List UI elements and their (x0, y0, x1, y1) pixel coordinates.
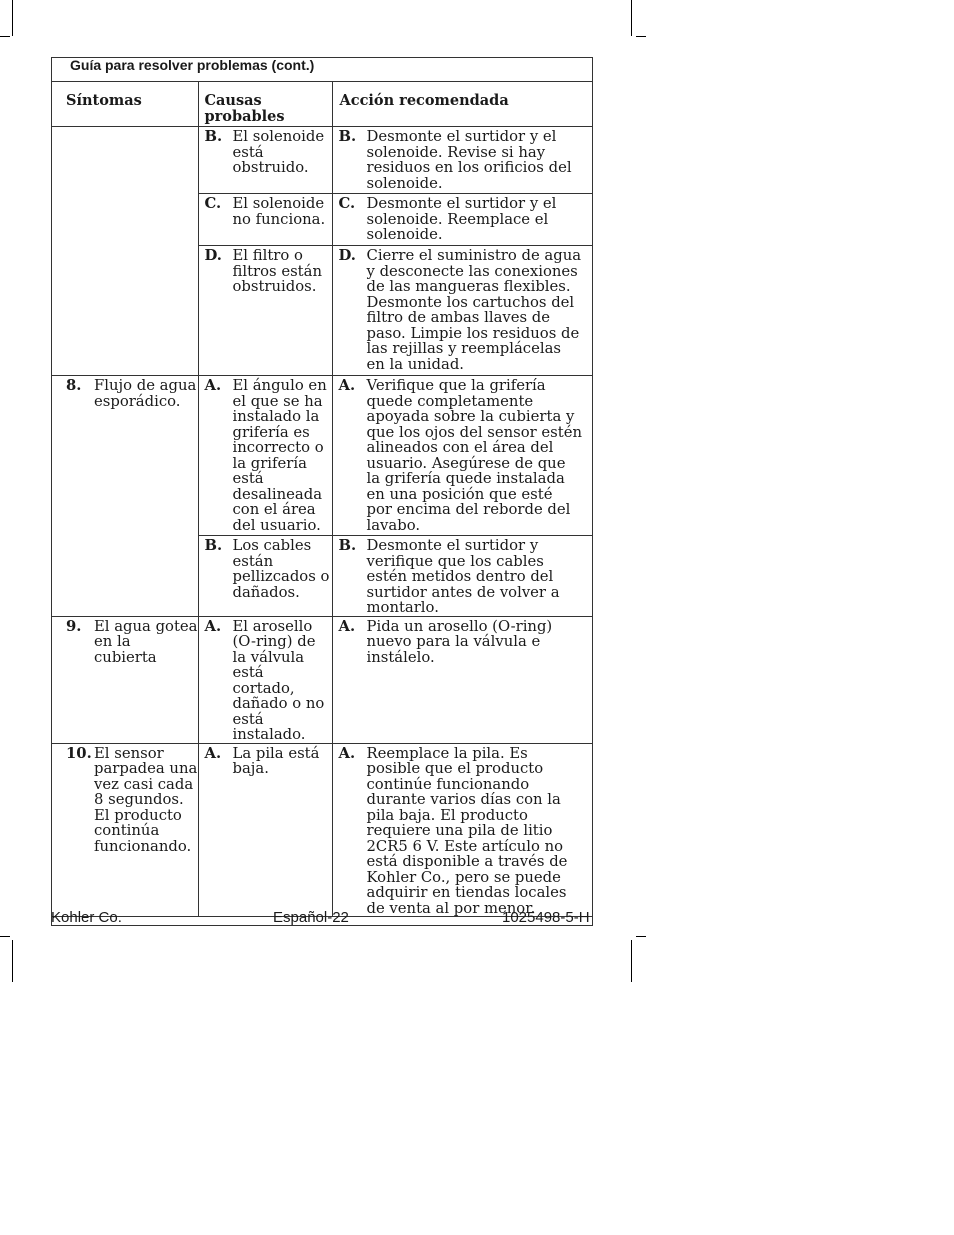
symptom-number: 8. (66, 377, 82, 394)
cause-cell (198, 194, 332, 246)
symptom-cell (52, 376, 198, 617)
table-row (52, 616, 592, 743)
symptom-cell (52, 127, 198, 376)
cause-label: C. (204, 195, 222, 212)
action-label: B. (338, 537, 357, 554)
action-text: Desmonte el surtidor y verifique que los cables estén metidos dentro del surtidor antes de volver a montarlo. (366, 537, 560, 616)
action-text: Verifique que la grifería quede completamente apoyada sobre la cubierta y que los ojos del sensor estén alineados con el área del usuario. Asegúrese de que la grifería quede instalada en una posición que esté por encima del reborde del lavabo. (366, 377, 583, 534)
action-cell (332, 376, 592, 536)
symptom-text: El sensor parpadea una vez casi cada 8 segundos. El producto continúa funcionando. (94, 744, 198, 855)
crop-mark (636, 936, 646, 937)
action-text: Desmonte el surtidor y el solenoide. Reemplace el solenoide. (366, 195, 557, 243)
footer-page-number: Español-22 (273, 909, 349, 926)
symptom-text: El agua gotea en la cubierta (94, 617, 198, 666)
cause-text: La pila está baja. (232, 744, 320, 777)
action-label: A. (338, 744, 356, 762)
troubleshooting-guide (51, 57, 593, 926)
action-label: C. (338, 195, 356, 212)
cause-text: Los cables están pellizcados o dañados. (232, 537, 330, 601)
header-causes: Causas probables (198, 82, 332, 127)
symptom-cell (52, 743, 198, 917)
table-row (52, 127, 592, 194)
cause-label: D. (204, 247, 222, 264)
cause-cell (198, 743, 332, 917)
table-header-row (52, 82, 592, 127)
action-text: Cierre el suministro de agua y desconecte las conexiones de las mangueras flexibles. Desmonte los cartuchos del filtro de ambas llaves de paso. Limpie los residuos de las rejillas y reemplácelas en la unidad. (366, 247, 582, 373)
action-label: A. (338, 617, 356, 635)
cause-label: A. (204, 744, 222, 762)
crop-mark (631, 940, 632, 982)
symptom-number: 9. (66, 617, 82, 635)
cause-cell (198, 616, 332, 743)
action-label: A. (338, 377, 356, 394)
troubleshooting-table (52, 82, 592, 925)
symptom-cell (52, 616, 198, 743)
header-symptoms: Síntomas (52, 82, 198, 127)
crop-mark (636, 36, 646, 37)
footer-company: Kohler Co. (51, 909, 122, 926)
action-cell (332, 246, 592, 376)
cause-label: B. (204, 128, 223, 145)
cause-text: El filtro o filtros están obstruidos. (232, 247, 322, 295)
action-text: Pida un arosello (O-ring) nuevo para la válvula e instálelo. (366, 617, 553, 666)
action-label: D. (338, 247, 356, 264)
cause-text: El solenoide está obstruido. (232, 128, 325, 176)
action-text: Desmonte el surtidor y el solenoide. Revise si hay residuos en los orificios del solenoide. (366, 128, 572, 192)
crop-mark (12, 940, 13, 982)
cause-cell (198, 536, 332, 617)
cause-text: El ángulo en el que se ha instalado la grifería es incorrecto o la grifería está desalineada con el área del usuario. (232, 377, 327, 534)
footer-doc-number: 1025498-5-H (502, 909, 590, 926)
guide-title: Guía para resolver problemas (cont.) (52, 58, 592, 82)
cause-cell (198, 246, 332, 376)
action-cell (332, 127, 592, 194)
cause-label: A. (204, 617, 222, 635)
cause-label: B. (204, 537, 223, 554)
action-cell (332, 194, 592, 246)
action-label: B. (338, 128, 357, 145)
cause-text: El solenoide no funciona. (232, 195, 326, 228)
action-text: Reemplace la pila. Es posible que el producto continúe funcionando durante varios días con la pila baja. El producto requiere una pila de litio 2CR5 6 V. Este artículo no está disponible a través de Kohler Co., pero se puede adquirir en tiendas locales de venta al por menor. (366, 744, 568, 917)
cause-label: A. (204, 377, 222, 394)
cause-cell (198, 127, 332, 194)
crop-mark (631, 0, 632, 36)
cause-text: El arosello (O-ring) de la válvula está cortado, dañado o no está instalado. (232, 617, 325, 743)
table-row (52, 376, 592, 536)
crop-mark (0, 36, 10, 37)
action-cell (332, 743, 592, 917)
symptom-number: 10. (66, 744, 92, 762)
header-action: Acción recomendada (332, 82, 592, 127)
cause-cell (198, 376, 332, 536)
table-row (52, 743, 592, 917)
action-cell (332, 616, 592, 743)
action-cell (332, 536, 592, 617)
symptom-text: Flujo de agua esporádico. (94, 377, 197, 410)
crop-mark (0, 936, 10, 937)
crop-mark (12, 0, 13, 36)
